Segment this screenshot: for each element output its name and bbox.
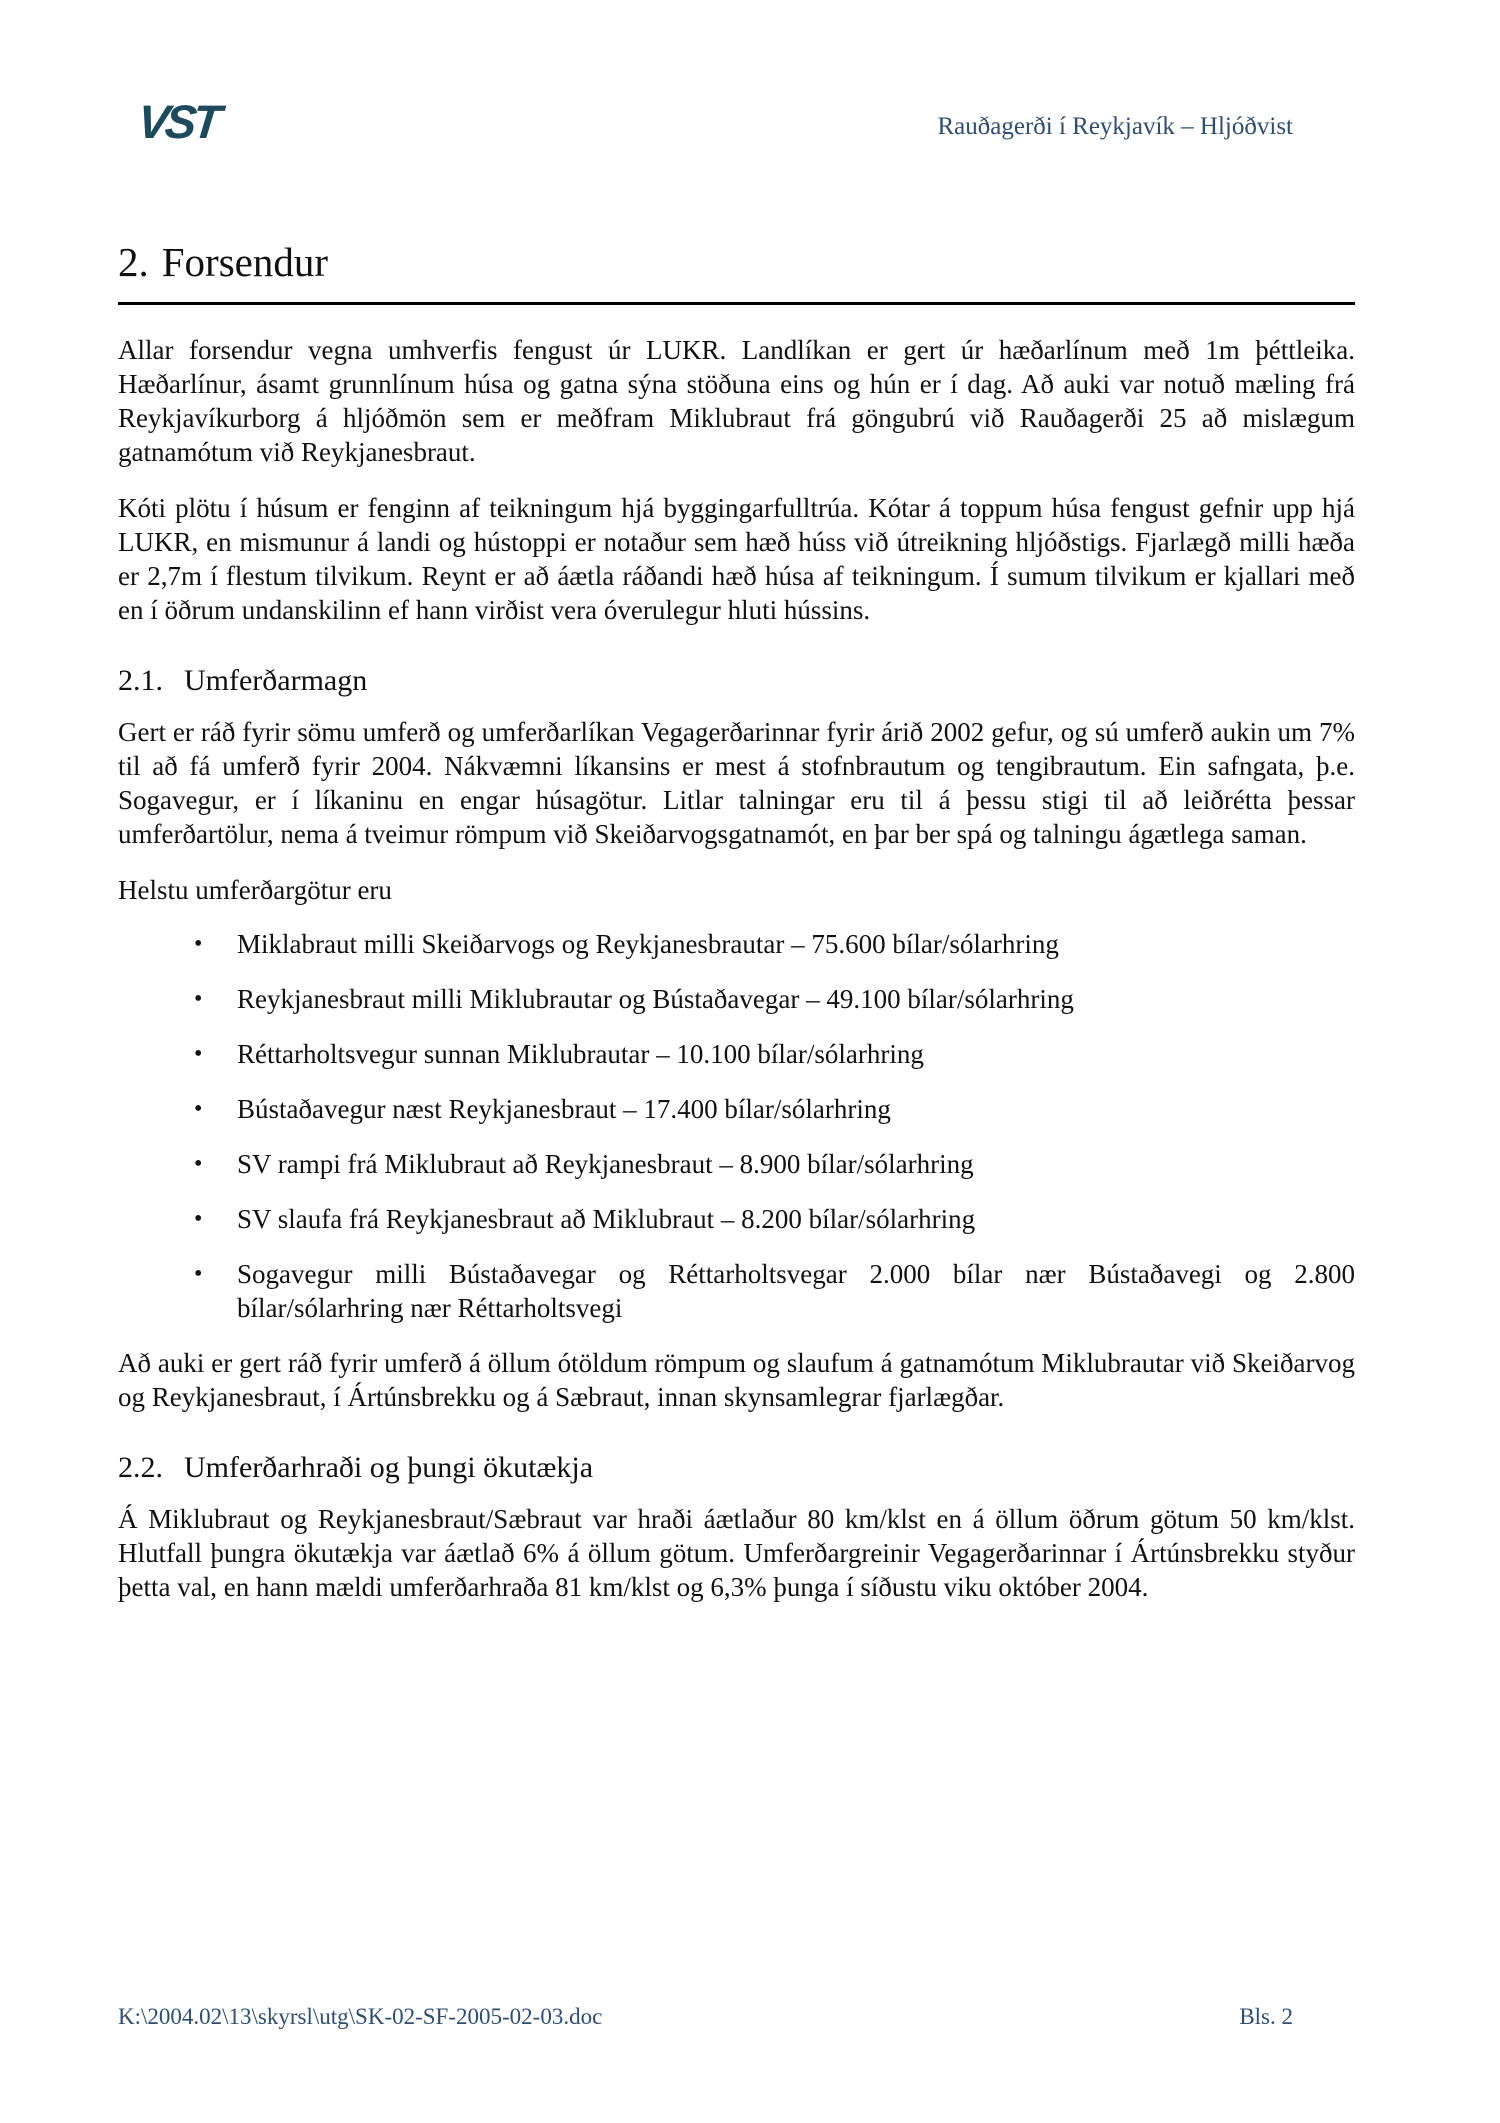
intro-paragraph-1: Allar forsendur vegna umhverfis fengust úr LUKR. Landlíkan er gert úr hæðarlínum með 1m þéttleika. Hæðarlínur, ásamt grunnlínum húsa og gatna sýna stöðuna eins og hún er í dag. Að auki var notuð mæling frá Reykjavíkurborg á hljóðmön sem er meðfram Miklubraut frá göngubrú við Rauðagerði 25 að mislægum gatnamótum við Reykjanesbraut. (118, 335, 1355, 467)
traffic-list-intro: Helstu umferðargötur eru (118, 875, 392, 905)
section-2-2-label: Umferðarhraði og þungi ökutækja (184, 1451, 594, 1484)
heading-rule (118, 302, 1355, 305)
section-2-1-label: Umferðarmagn (184, 664, 368, 697)
section-heading-2-2 (118, 1450, 1355, 1486)
list-item: • SV rampi frá Miklubraut að Reykjanesbraut – 8.900 bílar/sólarhring (118, 1147, 1355, 1181)
intro-paragraph-2: Kóti plötu í húsum er fenginn af teikningum hjá byggingarfulltrúa. Kótar á toppum húsa fengust gefnir upp hjá LUKR, en mismunur á landi og hústoppi er notaður sem hæð húss við útreikning hljóðstigs. Fjarlægð milli hæða er 2,7m í flestum tilvikum. Reynt er að áætla ráðandi hæð húsa af teikningum. Í sumum tilvikum er kjallari með en í öðrum undanskilinn ef hann virðist vera óverulegur hluti hússins. (118, 493, 1355, 625)
section-2-2-number: 2.2. (118, 1451, 163, 1484)
footer-file-path: K:\2004.02\13\skyrsl\utg\SK-02-SF-2005-02-03.doc (118, 2004, 603, 2029)
chapter-heading (118, 239, 1355, 286)
list-item: • Miklabraut milli Skeiðarvogs og Reykjanesbrautar – 75.600 bílar/sólarhring (118, 927, 1355, 961)
list-item: • Reykjanesbraut milli Miklubrautar og Bústaðavegar – 49.100 bílar/sólarhring (118, 982, 1355, 1016)
header-document-title: Rauðagerði í Reykjavík – Hljóðvist (937, 113, 1293, 140)
footer-page-number: Bls. 2 (1239, 2004, 1293, 2029)
section-2-1-number: 2.1. (118, 664, 163, 697)
vst-logo: VST (135, 95, 221, 148)
list-item: • Sogavegur milli Bústaðavegar og Réttarholtsvegar 2.000 bílar nær Bústaðavegi og 2.800 bílar/sólarhring nær Réttarholtsvegi (118, 1257, 1355, 1325)
list-item: • Réttarholtsvegur sunnan Miklubrautar – 10.100 bílar/sólarhring (118, 1037, 1355, 1071)
chapter-number: 2. (118, 239, 149, 285)
section-2-1-closing-paragraph: Að auki er gert ráð fyrir umferð á öllum ótöldum römpum og slaufum á gatnamótum Miklubrautar við Skeiðarvog og Reykjanesbraut, í Ártúnsbrekku og á Sæbraut, innan skynsamlegrar fjarlægðar. (118, 1348, 1355, 1412)
page-footer (118, 2003, 1293, 2031)
section-heading-2-1 (118, 663, 1355, 699)
chapter-label: Forsendur (161, 239, 329, 285)
list-item: • Bústaðavegur næst Reykjanesbraut – 17.400 bílar/sólarhring (118, 1092, 1355, 1126)
traffic-volume-list (118, 927, 1355, 1325)
page-content (118, 233, 1355, 1604)
section-2-1-paragraph: Gert er ráð fyrir sömu umferð og umferðarlíkan Vegagerðarinnar fyrir árið 2002 gefur, og sú umferð aukin um 7% til að fá umferð fyrir 2004. Nákvæmni líkansins er mest á stofnbrautum og tengibrautum. Ein safngata, þ.e. Sogavegur, er í líkaninu en engar húsagötur. Litlar talningar eru til á þessu stigi til að leiðrétta þessar umferðartölur, nema á tveimur römpum við Skeiðarvogsgatnamót, en þar ber spá og talningu ágætlega saman. (118, 717, 1355, 849)
list-item: • SV slaufa frá Reykjanesbraut að Miklubraut – 8.200 bílar/sólarhring (118, 1202, 1355, 1236)
section-2-2-paragraph: Á Miklubraut og Reykjanesbraut/Sæbraut var hraði áætlaður 80 km/klst en á öllum öðrum götum 50 km/klst. Hlutfall þungra ökutækja var áætlað 6% á öllum götum. Umferðargreinir Vegagerðarinnar í Ártúnsbrekku styður þetta val, en hann mældi umferðarhraða 81 km/klst og 6,3% þunga í síðustu viku október 2004. (118, 1504, 1355, 1602)
